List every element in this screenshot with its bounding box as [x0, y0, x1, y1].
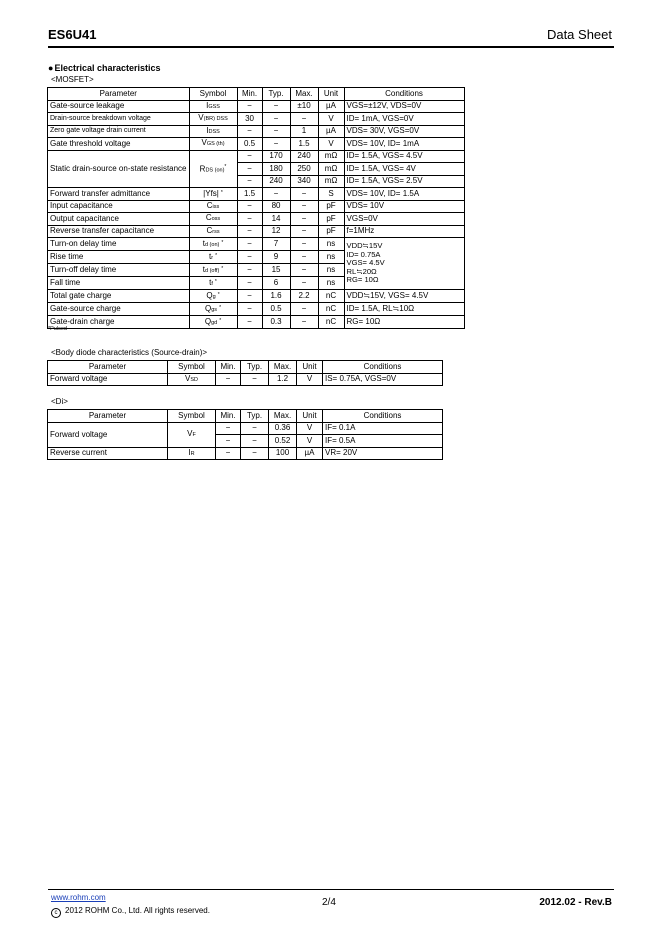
min-cell: −	[216, 447, 241, 460]
unit-cell: mΩ	[318, 175, 344, 188]
col-header: Conditions	[323, 410, 443, 423]
typ-cell: −	[262, 100, 290, 113]
col-header: Max.	[269, 410, 297, 423]
symbol-cell: tf *	[189, 277, 237, 290]
symbol-cell: IR	[168, 447, 216, 460]
symbol-cell: VF	[168, 422, 216, 447]
min-cell: −	[216, 422, 241, 435]
param-cell: Forward voltage	[48, 373, 168, 386]
max-cell: ±10	[290, 100, 318, 113]
symbol-cell: IGSS	[189, 100, 237, 113]
revision: 2012.02 - Rev.B	[539, 897, 612, 908]
condition-cell: VR= 20V	[323, 447, 443, 460]
table-header-row	[48, 361, 443, 374]
col-header: Parameter	[48, 88, 190, 101]
table-row	[48, 316, 465, 329]
typ-cell: −	[241, 447, 269, 460]
unit-cell: S	[318, 188, 344, 201]
typ-cell: −	[262, 138, 290, 151]
page-header	[48, 27, 612, 45]
condition-cell: ID= 1.5A, VGS= 4.5V	[344, 150, 464, 163]
table-row	[48, 213, 465, 226]
param-cell: Turn-on delay time	[48, 238, 190, 251]
param-cell: Static drain-source on-state resistance	[48, 150, 190, 188]
body-diode-table	[47, 360, 443, 386]
unit-cell: pF	[318, 200, 344, 213]
min-cell: −	[237, 163, 262, 176]
param-cell: Reverse transfer capacitance	[48, 225, 190, 238]
condition-line: ID= 0.75A	[346, 249, 381, 259]
rohm-website-link[interactable]: www.rohm.com	[51, 893, 106, 902]
table-row	[48, 373, 443, 386]
typ-cell: 14	[262, 213, 290, 226]
table-row	[48, 113, 465, 126]
typ-cell: 9	[262, 251, 290, 264]
unit-cell: ns	[318, 277, 344, 290]
table-row	[48, 138, 465, 151]
typ-cell: 1.6	[262, 290, 290, 303]
col-header: Unit	[318, 88, 344, 101]
symbol-cell: Qgd *	[189, 316, 237, 329]
header-divider	[48, 46, 614, 48]
min-cell: −	[237, 303, 262, 316]
col-header: Max.	[269, 361, 297, 374]
mosfet-label: <MOSFET>	[51, 75, 94, 84]
section-title-text: Electrical characteristics	[54, 63, 161, 73]
unit-cell: nC	[318, 290, 344, 303]
footer-divider	[48, 889, 614, 890]
param-cell: Gate-source leakage	[48, 100, 190, 113]
unit-cell: V	[318, 113, 344, 126]
unit-cell: µA	[318, 125, 344, 138]
page-number: 2/4	[322, 897, 336, 908]
min-cell: 0.5	[237, 138, 262, 151]
table-row	[48, 238, 465, 251]
max-cell: 100	[269, 447, 297, 460]
param-cell: Zero gate voltage drain current	[48, 125, 190, 138]
unit-cell: V	[297, 373, 323, 386]
col-header: Min.	[216, 361, 241, 374]
min-cell: −	[237, 251, 262, 264]
min-cell: −	[237, 238, 262, 251]
symbol-cell: RDS (on)*	[189, 150, 237, 188]
unit-cell: µA	[297, 447, 323, 460]
table-row	[48, 422, 443, 435]
typ-cell: −	[262, 113, 290, 126]
param-cell: Fall time	[48, 277, 190, 290]
symbol-cell: Crss	[189, 225, 237, 238]
table-header-row	[48, 410, 443, 423]
col-header: Symbol	[168, 410, 216, 423]
max-cell: 250	[290, 163, 318, 176]
condition-cell: ID= 1.5A, VGS= 4V	[344, 163, 464, 176]
condition-line: VDD≒15V	[346, 241, 383, 251]
table-row	[48, 188, 465, 201]
condition-cell: IS= 0.75A, VGS=0V	[323, 373, 443, 386]
symbol-cell: V(BR) DSS	[189, 113, 237, 126]
min-cell: −	[237, 264, 262, 277]
condition-line: VGS= 4.5V	[346, 258, 385, 268]
max-cell: −	[290, 264, 318, 277]
unit-cell: nC	[318, 316, 344, 329]
max-cell: −	[290, 238, 318, 251]
symbol-cell: td (on) *	[189, 238, 237, 251]
symbol-cell: |Yfs| *	[189, 188, 237, 201]
unit-cell: mΩ	[318, 163, 344, 176]
unit-cell: ns	[318, 238, 344, 251]
table-row	[48, 150, 465, 163]
col-header: Typ.	[241, 410, 269, 423]
max-cell: −	[290, 188, 318, 201]
typ-cell: 0.3	[262, 316, 290, 329]
param-cell: Turn-off delay time	[48, 264, 190, 277]
param-cell: Rise time	[48, 251, 190, 264]
col-header: Typ.	[241, 361, 269, 374]
param-cell: Total gate charge	[48, 290, 190, 303]
typ-cell: −	[241, 373, 269, 386]
condition-cell: VDS= 10V	[344, 200, 464, 213]
param-cell: Reverse current	[48, 447, 168, 460]
unit-cell: V	[297, 435, 323, 448]
table-row	[48, 200, 465, 213]
document-type: Data Sheet	[546, 27, 612, 42]
symbol-cell: Ciss	[189, 200, 237, 213]
max-cell: −	[290, 316, 318, 329]
bullet-icon: ●	[48, 63, 54, 73]
param-cell: Output capacitance	[48, 213, 190, 226]
condition-cell: VDD≒15V, VGS= 4.5V	[344, 290, 464, 303]
col-header: Min.	[237, 88, 262, 101]
mosfet-table	[47, 87, 465, 329]
pulsed-footnote: *Pulsed	[48, 326, 67, 332]
col-header: Max.	[290, 88, 318, 101]
typ-cell: −	[241, 435, 269, 448]
max-cell: 0.36	[269, 422, 297, 435]
typ-cell: 240	[262, 175, 290, 188]
switching-conditions-cell	[344, 238, 464, 290]
max-cell: 1	[290, 125, 318, 138]
min-cell: −	[237, 100, 262, 113]
di-table	[47, 409, 443, 460]
max-cell: −	[290, 113, 318, 126]
condition-line: RG= 10Ω	[346, 275, 379, 285]
table-row	[48, 447, 443, 460]
param-cell: Gate threshold voltage	[48, 138, 190, 151]
min-cell: −	[237, 290, 262, 303]
body-diode-label: <Body diode characteristics (Source-drain)>	[51, 348, 208, 357]
symbol-cell: Coss	[189, 213, 237, 226]
col-header: Symbol	[168, 361, 216, 374]
section-title	[48, 63, 161, 73]
unit-cell: pF	[318, 225, 344, 238]
unit-cell: ns	[318, 264, 344, 277]
param-cell: Drain-source breakdown voltage	[48, 113, 190, 126]
max-cell: −	[290, 200, 318, 213]
condition-cell: ID= 1.5A, VGS= 2.5V	[344, 175, 464, 188]
di-label: <Di>	[51, 397, 68, 406]
typ-cell: 12	[262, 225, 290, 238]
min-cell: 1.5	[237, 188, 262, 201]
col-header: Parameter	[48, 410, 168, 423]
unit-cell: V	[318, 138, 344, 151]
typ-cell: 170	[262, 150, 290, 163]
table-row	[48, 290, 465, 303]
col-header: Parameter	[48, 361, 168, 374]
unit-cell: nC	[318, 303, 344, 316]
typ-cell: 6	[262, 277, 290, 290]
max-cell: 2.2	[290, 290, 318, 303]
condition-cell: VDS= 10V, ID= 1mA	[344, 138, 464, 151]
part-number: ES6U41	[48, 27, 97, 42]
symbol-cell: IDSS	[189, 125, 237, 138]
symbol-cell: td (off) *	[189, 264, 237, 277]
col-header: Conditions	[323, 361, 443, 374]
max-cell: −	[290, 303, 318, 316]
param-cell: Gate-source charge	[48, 303, 190, 316]
min-cell: −	[237, 213, 262, 226]
col-header: Min.	[216, 410, 241, 423]
max-cell: −	[290, 213, 318, 226]
param-cell: Gate-drain charge	[48, 316, 190, 329]
typ-cell: 15	[262, 264, 290, 277]
max-cell: 1.2	[269, 373, 297, 386]
min-cell: −	[237, 277, 262, 290]
condition-cell: VDS= 10V, ID= 1.5A	[344, 188, 464, 201]
max-cell: 340	[290, 175, 318, 188]
min-cell: −	[237, 225, 262, 238]
typ-cell: −	[262, 188, 290, 201]
max-cell: 240	[290, 150, 318, 163]
typ-cell: 7	[262, 238, 290, 251]
condition-cell: ID= 1mA, VGS=0V	[344, 113, 464, 126]
condition-cell: RG= 10Ω	[344, 316, 464, 329]
condition-cell: VDS= 30V, VGS=0V	[344, 125, 464, 138]
condition-cell: ID= 1.5A, RL≒10Ω	[344, 303, 464, 316]
symbol-cell: Qg *	[189, 290, 237, 303]
symbol-cell: VGS (th)	[189, 138, 237, 151]
max-cell: −	[290, 225, 318, 238]
copyright	[51, 906, 210, 918]
typ-cell: −	[241, 422, 269, 435]
condition-line: RL≒20Ω	[346, 266, 377, 276]
min-cell: −	[237, 316, 262, 329]
max-cell: 1.5	[290, 138, 318, 151]
min-cell: 30	[237, 113, 262, 126]
min-cell: −	[237, 150, 262, 163]
table-row	[48, 100, 465, 113]
copyright-icon: c	[51, 908, 61, 918]
unit-cell: µA	[318, 100, 344, 113]
max-cell: −	[290, 277, 318, 290]
symbol-cell: Qgs *	[189, 303, 237, 316]
min-cell: −	[237, 125, 262, 138]
unit-cell: ns	[318, 251, 344, 264]
min-cell: −	[216, 373, 241, 386]
symbol-cell: VSD	[168, 373, 216, 386]
table-row	[48, 125, 465, 138]
copyright-text: 2012 ROHM Co., Ltd. All rights reserved.	[65, 906, 210, 915]
typ-cell: −	[262, 125, 290, 138]
param-cell: Forward voltage	[48, 422, 168, 447]
unit-cell: mΩ	[318, 150, 344, 163]
symbol-cell: tr *	[189, 251, 237, 264]
table-header-row	[48, 88, 465, 101]
condition-cell: f=1MHz	[344, 225, 464, 238]
col-header: Symbol	[189, 88, 237, 101]
min-cell: −	[237, 175, 262, 188]
typ-cell: 80	[262, 200, 290, 213]
col-header: Unit	[297, 410, 323, 423]
condition-cell: VGS=0V	[344, 213, 464, 226]
param-cell: Forward transfer admittance	[48, 188, 190, 201]
typ-cell: 0.5	[262, 303, 290, 316]
max-cell: −	[290, 251, 318, 264]
col-header: Typ.	[262, 88, 290, 101]
table-row	[48, 225, 465, 238]
col-header: Unit	[297, 361, 323, 374]
typ-cell: 180	[262, 163, 290, 176]
unit-cell: V	[297, 422, 323, 435]
max-cell: 0.52	[269, 435, 297, 448]
condition-cell: IF= 0.5A	[323, 435, 443, 448]
col-header: Conditions	[344, 88, 464, 101]
condition-cell: IF= 0.1A	[323, 422, 443, 435]
unit-cell: pF	[318, 213, 344, 226]
table-row	[48, 303, 465, 316]
min-cell: −	[237, 200, 262, 213]
min-cell: −	[216, 435, 241, 448]
condition-cell: VGS=±12V, VDS=0V	[344, 100, 464, 113]
param-cell: Input capacitance	[48, 200, 190, 213]
